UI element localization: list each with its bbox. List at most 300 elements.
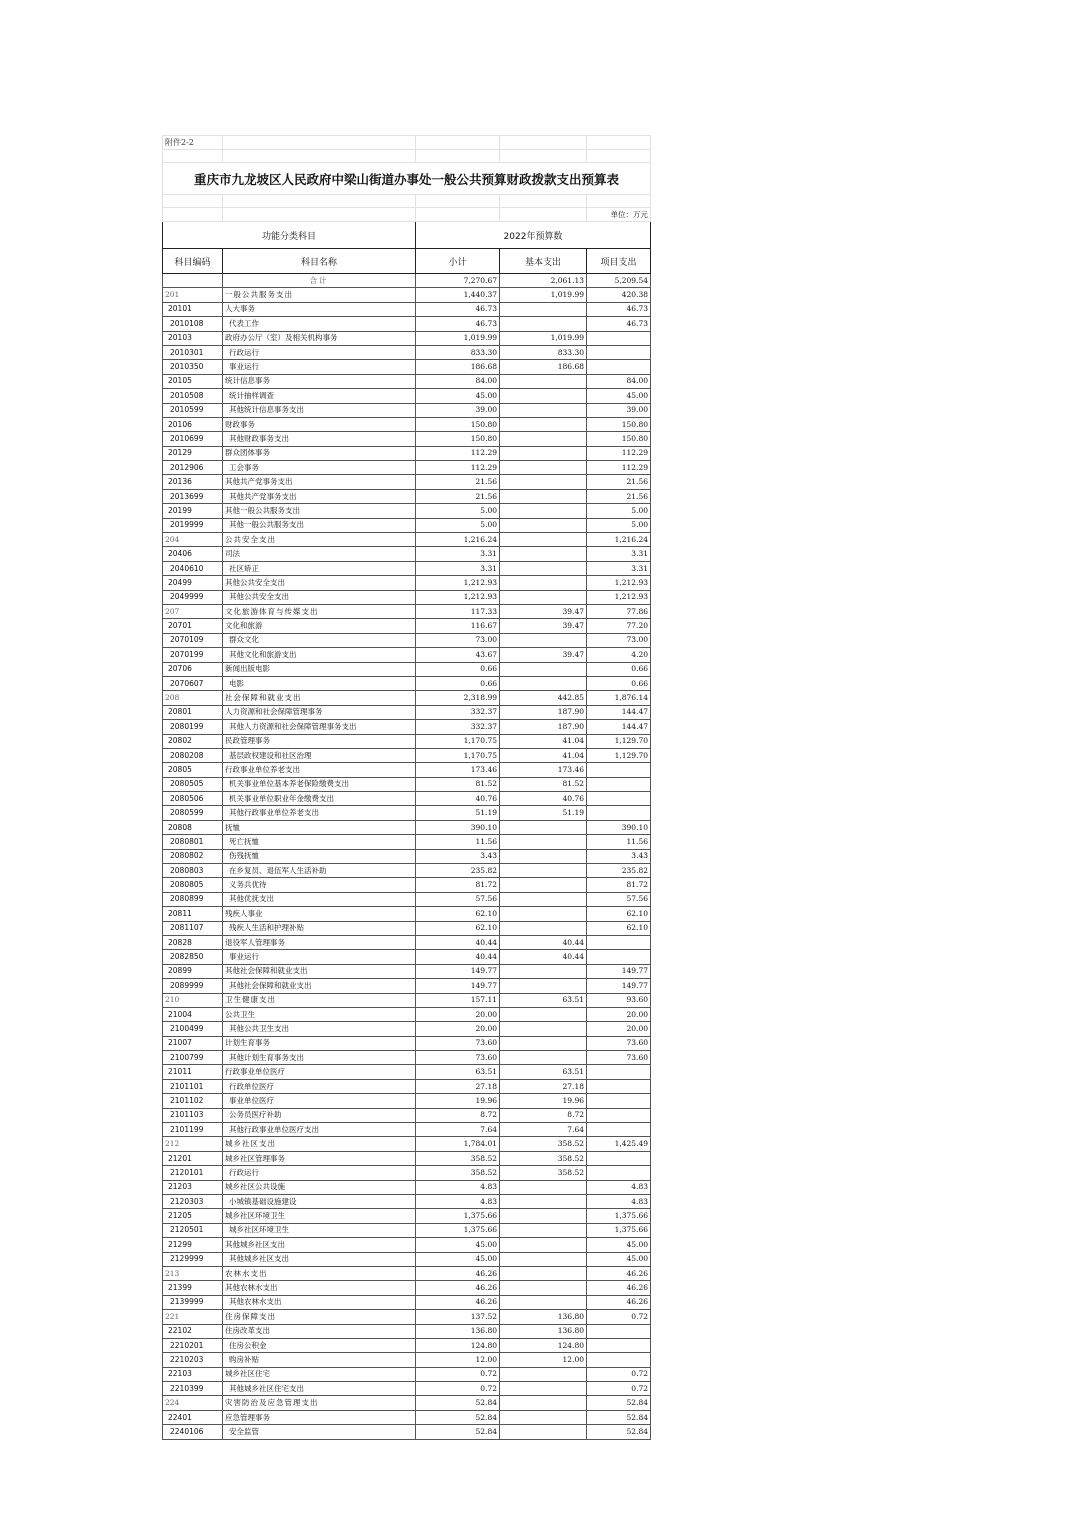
row-name: 卫生健康支出 xyxy=(223,993,416,1007)
row-subtotal: 12.00 xyxy=(416,1353,500,1367)
row-code: 21011 xyxy=(163,1065,223,1079)
row-code: 2010108 xyxy=(163,317,223,331)
table-row xyxy=(163,763,651,777)
row-basic: 358.52 xyxy=(500,1137,587,1151)
table-row xyxy=(163,590,651,604)
row-subtotal: 150.80 xyxy=(416,417,500,431)
row-subtotal: 3.43 xyxy=(416,849,500,863)
row-subtotal: 39.00 xyxy=(416,403,500,417)
row-code: 2010508 xyxy=(163,389,223,403)
row-project: 112.29 xyxy=(587,446,651,460)
row-basic xyxy=(500,1238,587,1252)
row-project xyxy=(587,1065,651,1079)
row-project: 5.00 xyxy=(587,504,651,518)
table-row xyxy=(163,1094,651,1108)
table-row xyxy=(163,676,651,690)
table-row xyxy=(163,835,651,849)
row-name: 司法 xyxy=(223,547,416,561)
total-label: 合计 xyxy=(223,274,416,288)
row-subtotal: 390.10 xyxy=(416,820,500,834)
row-name: 农林水支出 xyxy=(223,1266,416,1280)
table-row xyxy=(163,1310,651,1324)
row-subtotal: 137.52 xyxy=(416,1310,500,1324)
row-basic xyxy=(500,403,587,417)
row-project: 45.00 xyxy=(587,1238,651,1252)
row-code: 20106 xyxy=(163,417,223,431)
row-project: 3.31 xyxy=(587,547,651,561)
row-project: 0.66 xyxy=(587,662,651,676)
row-project: 1,129.70 xyxy=(587,734,651,748)
row-basic: 12.00 xyxy=(500,1353,587,1367)
row-project xyxy=(587,950,651,964)
row-code: 2070199 xyxy=(163,648,223,662)
row-project: 390.10 xyxy=(587,820,651,834)
row-subtotal: 57.56 xyxy=(416,892,500,906)
row-code: 21007 xyxy=(163,1036,223,1050)
row-subtotal: 81.72 xyxy=(416,878,500,892)
row-subtotal: 46.26 xyxy=(416,1281,500,1295)
row-name: 其他一般公共服务支出 xyxy=(223,504,416,518)
row-name: 其他优抚支出 xyxy=(223,892,416,906)
row-name: 其他行政事业单位医疗支出 xyxy=(223,1123,416,1137)
row-project: 21.56 xyxy=(587,475,651,489)
row-name: 其他计划生育事务支出 xyxy=(223,1051,416,1065)
row-project: 73.00 xyxy=(587,633,651,647)
table-row xyxy=(163,777,651,791)
row-basic xyxy=(500,1396,587,1410)
row-name: 灾害防治及应急管理支出 xyxy=(223,1396,416,1410)
total-subtotal: 7,270.67 xyxy=(416,274,500,288)
row-project: 73.60 xyxy=(587,1051,651,1065)
row-basic xyxy=(500,561,587,575)
table-row xyxy=(163,806,651,820)
row-project: 1,375.66 xyxy=(587,1223,651,1237)
row-project: 4.83 xyxy=(587,1180,651,1194)
row-basic xyxy=(500,446,587,460)
row-code: 2019999 xyxy=(163,518,223,532)
row-code: 2240106 xyxy=(163,1425,223,1439)
row-subtotal: 21.56 xyxy=(416,489,500,503)
row-project: 0.72 xyxy=(587,1367,651,1381)
row-basic: 186.68 xyxy=(500,360,587,374)
row-project: 77.20 xyxy=(587,619,651,633)
table-row xyxy=(163,489,651,503)
table-row xyxy=(163,417,651,431)
table-row xyxy=(163,1353,651,1367)
row-subtotal: 235.82 xyxy=(416,864,500,878)
page-title: 重庆市九龙坡区人民政府中梁山街道办事处一般公共预算财政拨款支出预算表 xyxy=(163,163,651,195)
row-basic xyxy=(500,1425,587,1439)
row-project: 1,216.24 xyxy=(587,533,651,547)
table-row xyxy=(163,504,651,518)
row-basic xyxy=(500,878,587,892)
row-basic xyxy=(500,820,587,834)
row-name: 义务兵优待 xyxy=(223,878,416,892)
row-name: 安全监管 xyxy=(223,1425,416,1439)
row-code: 2210201 xyxy=(163,1338,223,1352)
row-basic: 27.18 xyxy=(500,1079,587,1093)
row-name: 事业运行 xyxy=(223,360,416,374)
table-row xyxy=(163,1022,651,1036)
table-row xyxy=(163,475,651,489)
row-basic: 39.47 xyxy=(500,604,587,618)
row-subtotal: 8.72 xyxy=(416,1108,500,1122)
row-name: 一般公共服务支出 xyxy=(223,288,416,302)
row-code: 2080805 xyxy=(163,878,223,892)
row-subtotal: 116.67 xyxy=(416,619,500,633)
row-project xyxy=(587,1151,651,1165)
table-row xyxy=(163,1295,651,1309)
row-project: 149.77 xyxy=(587,979,651,993)
row-name: 行政运行 xyxy=(223,1166,416,1180)
row-name: 其他城乡社区支出 xyxy=(223,1252,416,1266)
row-project: 4.83 xyxy=(587,1195,651,1209)
row-subtotal: 5.00 xyxy=(416,504,500,518)
row-basic xyxy=(500,489,587,503)
row-project: 62.10 xyxy=(587,921,651,935)
table-row xyxy=(163,935,651,949)
row-subtotal: 51.19 xyxy=(416,806,500,820)
row-code: 20701 xyxy=(163,619,223,633)
row-project xyxy=(587,1094,651,1108)
row-name: 城乡社区管理事务 xyxy=(223,1151,416,1165)
row-basic: 358.52 xyxy=(500,1166,587,1180)
total-project: 5,209.54 xyxy=(587,274,651,288)
table-row xyxy=(163,979,651,993)
row-name: 在乡复员、退伍军人生活补助 xyxy=(223,864,416,878)
row-name: 退役军人管理事务 xyxy=(223,935,416,949)
row-code: 201 xyxy=(163,288,223,302)
row-project: 235.82 xyxy=(587,864,651,878)
row-project: 52.84 xyxy=(587,1410,651,1424)
row-name: 群众团体事务 xyxy=(223,446,416,460)
row-subtotal: 20.00 xyxy=(416,1007,500,1021)
row-code: 2101103 xyxy=(163,1108,223,1122)
row-code: 2080802 xyxy=(163,849,223,863)
row-project: 21.56 xyxy=(587,489,651,503)
row-basic: 173.46 xyxy=(500,763,587,777)
row-name: 其他共产党事务支出 xyxy=(223,475,416,489)
header-code: 科目编码 xyxy=(163,249,223,274)
row-code: 210 xyxy=(163,993,223,1007)
row-code: 20406 xyxy=(163,547,223,561)
row-name: 其他文化和旅游支出 xyxy=(223,648,416,662)
row-subtotal: 46.26 xyxy=(416,1295,500,1309)
row-name: 其他城乡社区支出 xyxy=(223,1238,416,1252)
row-name: 行政运行 xyxy=(223,345,416,359)
row-code: 20129 xyxy=(163,446,223,460)
row-subtotal: 2,318.99 xyxy=(416,691,500,705)
table-row xyxy=(163,1151,651,1165)
row-project xyxy=(587,1324,651,1338)
row-basic: 40.44 xyxy=(500,950,587,964)
row-project: 1,129.70 xyxy=(587,748,651,762)
row-project: 0.72 xyxy=(587,1382,651,1396)
row-project: 1,876.14 xyxy=(587,691,651,705)
row-subtotal: 149.77 xyxy=(416,964,500,978)
row-project xyxy=(587,763,651,777)
table-row xyxy=(163,1079,651,1093)
row-basic: 40.44 xyxy=(500,935,587,949)
table-row xyxy=(163,288,651,302)
row-project: 77.86 xyxy=(587,604,651,618)
annex-label: 附件2-2 xyxy=(163,136,223,150)
row-name: 其他公共安全支出 xyxy=(223,590,416,604)
row-basic: 40.76 xyxy=(500,792,587,806)
table-row xyxy=(163,345,651,359)
row-subtotal: 62.10 xyxy=(416,921,500,935)
row-name: 住房公积金 xyxy=(223,1338,416,1352)
row-subtotal: 332.37 xyxy=(416,720,500,734)
row-subtotal: 0.66 xyxy=(416,662,500,676)
row-name: 其他人力资源和社会保障管理事务支出 xyxy=(223,720,416,734)
row-subtotal: 157.11 xyxy=(416,993,500,1007)
table-row xyxy=(163,561,651,575)
row-project xyxy=(587,1123,651,1137)
row-basic xyxy=(500,432,587,446)
table-row xyxy=(163,461,651,475)
row-subtotal: 1,170.75 xyxy=(416,748,500,762)
row-name: 工会事务 xyxy=(223,461,416,475)
row-basic xyxy=(500,1295,587,1309)
table-row xyxy=(163,1382,651,1396)
header-basic: 基本支出 xyxy=(500,249,587,274)
table-row xyxy=(163,1051,651,1065)
sheet-preamble xyxy=(163,136,651,222)
row-basic xyxy=(500,1223,587,1237)
table-row xyxy=(163,1137,651,1151)
row-subtotal: 19.96 xyxy=(416,1094,500,1108)
row-name: 城乡社区公共设施 xyxy=(223,1180,416,1194)
table-row xyxy=(163,1425,651,1439)
table-row xyxy=(163,792,651,806)
header-budget-group: 2022年预算数 xyxy=(416,222,651,249)
row-code: 2070109 xyxy=(163,633,223,647)
row-name: 其他财政事务支出 xyxy=(223,432,416,446)
row-project: 46.26 xyxy=(587,1281,651,1295)
row-name: 城乡社区环境卫生 xyxy=(223,1209,416,1223)
header-project: 项目支出 xyxy=(587,249,651,274)
row-name: 统计信息事务 xyxy=(223,374,416,388)
row-name: 其他农林水支出 xyxy=(223,1281,416,1295)
row-code: 2013699 xyxy=(163,489,223,503)
row-subtotal: 46.26 xyxy=(416,1266,500,1280)
row-subtotal: 45.00 xyxy=(416,1252,500,1266)
row-code: 2120101 xyxy=(163,1166,223,1180)
row-name: 购房补贴 xyxy=(223,1353,416,1367)
row-project: 45.00 xyxy=(587,1252,651,1266)
table-row xyxy=(163,1367,651,1381)
table-row xyxy=(163,533,651,547)
row-basic xyxy=(500,504,587,518)
row-project: 57.56 xyxy=(587,892,651,906)
row-name: 公共安全支出 xyxy=(223,533,416,547)
row-basic: 81.52 xyxy=(500,777,587,791)
row-code: 22401 xyxy=(163,1410,223,1424)
row-code: 2080801 xyxy=(163,835,223,849)
total-row xyxy=(163,274,651,288)
table-row xyxy=(163,1324,651,1338)
row-subtotal: 1,440.37 xyxy=(416,288,500,302)
table-row xyxy=(163,432,651,446)
row-name: 群众文化 xyxy=(223,633,416,647)
row-name: 公务员医疗补助 xyxy=(223,1108,416,1122)
header-subtotal: 小计 xyxy=(416,249,500,274)
row-subtotal: 45.00 xyxy=(416,1238,500,1252)
row-basic xyxy=(500,633,587,647)
row-project: 45.00 xyxy=(587,389,651,403)
row-basic xyxy=(500,576,587,590)
row-subtotal: 46.73 xyxy=(416,302,500,316)
row-subtotal: 0.72 xyxy=(416,1382,500,1396)
row-code: 2210203 xyxy=(163,1353,223,1367)
row-code: 2101101 xyxy=(163,1079,223,1093)
row-basic xyxy=(500,921,587,935)
row-subtotal: 112.29 xyxy=(416,446,500,460)
row-project: 150.80 xyxy=(587,417,651,431)
row-basic xyxy=(500,676,587,690)
table-row xyxy=(163,446,651,460)
row-project: 3.31 xyxy=(587,561,651,575)
row-project xyxy=(587,331,651,345)
row-subtotal: 332.37 xyxy=(416,705,500,719)
row-name: 残疾人生活和护理补贴 xyxy=(223,921,416,935)
row-subtotal: 40.76 xyxy=(416,792,500,806)
row-project xyxy=(587,806,651,820)
row-code: 2129999 xyxy=(163,1252,223,1266)
row-name: 城乡社区支出 xyxy=(223,1137,416,1151)
row-project: 52.84 xyxy=(587,1425,651,1439)
row-code: 20105 xyxy=(163,374,223,388)
header-name: 科目名称 xyxy=(223,249,416,274)
row-subtotal: 136.80 xyxy=(416,1324,500,1338)
row-basic xyxy=(500,475,587,489)
row-project: 149.77 xyxy=(587,964,651,978)
row-basic xyxy=(500,1252,587,1266)
row-name: 残疾人事业 xyxy=(223,907,416,921)
row-code: 2120303 xyxy=(163,1195,223,1209)
row-subtotal: 833.30 xyxy=(416,345,500,359)
row-code: 2010699 xyxy=(163,432,223,446)
table-row xyxy=(163,734,651,748)
table-row xyxy=(163,720,651,734)
row-name: 应急管理事务 xyxy=(223,1410,416,1424)
table-row xyxy=(163,302,651,316)
row-code: 2100499 xyxy=(163,1022,223,1036)
row-subtotal: 73.60 xyxy=(416,1051,500,1065)
row-code: 212 xyxy=(163,1137,223,1151)
row-name: 行政事业单位养老支出 xyxy=(223,763,416,777)
row-basic xyxy=(500,1195,587,1209)
row-project xyxy=(587,935,651,949)
row-project: 20.00 xyxy=(587,1007,651,1021)
row-subtotal: 112.29 xyxy=(416,461,500,475)
table-row xyxy=(163,1338,651,1352)
row-name: 社区矫正 xyxy=(223,561,416,575)
row-basic xyxy=(500,864,587,878)
row-project xyxy=(587,792,651,806)
row-code: 20499 xyxy=(163,576,223,590)
row-subtotal: 52.84 xyxy=(416,1410,500,1424)
row-code: 2082850 xyxy=(163,950,223,964)
row-code: 2080803 xyxy=(163,864,223,878)
row-basic xyxy=(500,1410,587,1424)
row-code: 2010301 xyxy=(163,345,223,359)
row-basic: 39.47 xyxy=(500,648,587,662)
row-code: 2080208 xyxy=(163,748,223,762)
row-code: 21299 xyxy=(163,1238,223,1252)
table-row xyxy=(163,648,651,662)
table-row xyxy=(163,1266,651,1280)
row-subtotal: 52.84 xyxy=(416,1425,500,1439)
row-basic: 136.80 xyxy=(500,1324,587,1338)
row-project: 1,212.93 xyxy=(587,590,651,604)
row-basic: 7.64 xyxy=(500,1123,587,1137)
row-subtotal: 124.80 xyxy=(416,1338,500,1352)
row-project xyxy=(587,1108,651,1122)
row-code: 2080505 xyxy=(163,777,223,791)
row-name: 政府办公厅（室）及相关机构事务 xyxy=(223,331,416,345)
row-subtotal: 73.00 xyxy=(416,633,500,647)
row-code: 20811 xyxy=(163,907,223,921)
row-code: 2070607 xyxy=(163,676,223,690)
row-code: 2080506 xyxy=(163,792,223,806)
row-basic: 187.90 xyxy=(500,705,587,719)
row-name: 基层政权建设和社区治理 xyxy=(223,748,416,762)
row-name: 其他社会保障和就业支出 xyxy=(223,979,416,993)
row-subtotal: 73.60 xyxy=(416,1036,500,1050)
row-name: 其他公共安全支出 xyxy=(223,576,416,590)
row-basic xyxy=(500,1180,587,1194)
row-subtotal: 1,212.93 xyxy=(416,576,500,590)
row-subtotal: 40.44 xyxy=(416,935,500,949)
row-name: 抚恤 xyxy=(223,820,416,834)
row-name: 社会保障和就业支出 xyxy=(223,691,416,705)
table-row xyxy=(163,820,651,834)
row-basic xyxy=(500,547,587,561)
row-name: 机关事业单位基本养老保险缴费支出 xyxy=(223,777,416,791)
row-subtotal: 1,019.99 xyxy=(416,331,500,345)
table-row xyxy=(163,633,651,647)
table-row xyxy=(163,317,651,331)
row-code: 21205 xyxy=(163,1209,223,1223)
table-row xyxy=(163,748,651,762)
row-project: 1,425.49 xyxy=(587,1137,651,1151)
row-project: 150.80 xyxy=(587,432,651,446)
row-basic xyxy=(500,907,587,921)
row-name: 城乡社区住宅 xyxy=(223,1367,416,1381)
row-subtotal: 358.52 xyxy=(416,1151,500,1165)
row-name: 小城镇基础设施建设 xyxy=(223,1195,416,1209)
row-subtotal: 1,375.66 xyxy=(416,1223,500,1237)
row-name: 人大事务 xyxy=(223,302,416,316)
table-row xyxy=(163,1007,651,1021)
row-basic: 51.19 xyxy=(500,806,587,820)
row-project: 46.26 xyxy=(587,1266,651,1280)
row-code: 2100799 xyxy=(163,1051,223,1065)
row-name: 其他公共卫生支出 xyxy=(223,1022,416,1036)
table-row xyxy=(163,389,651,403)
table-row xyxy=(163,964,651,978)
row-project xyxy=(587,345,651,359)
row-name: 住房改革支出 xyxy=(223,1324,416,1338)
row-subtotal: 84.00 xyxy=(416,374,500,388)
row-basic xyxy=(500,964,587,978)
table-row xyxy=(163,1410,651,1424)
row-project: 144.47 xyxy=(587,705,651,719)
row-subtotal: 21.56 xyxy=(416,475,500,489)
row-code: 22103 xyxy=(163,1367,223,1381)
